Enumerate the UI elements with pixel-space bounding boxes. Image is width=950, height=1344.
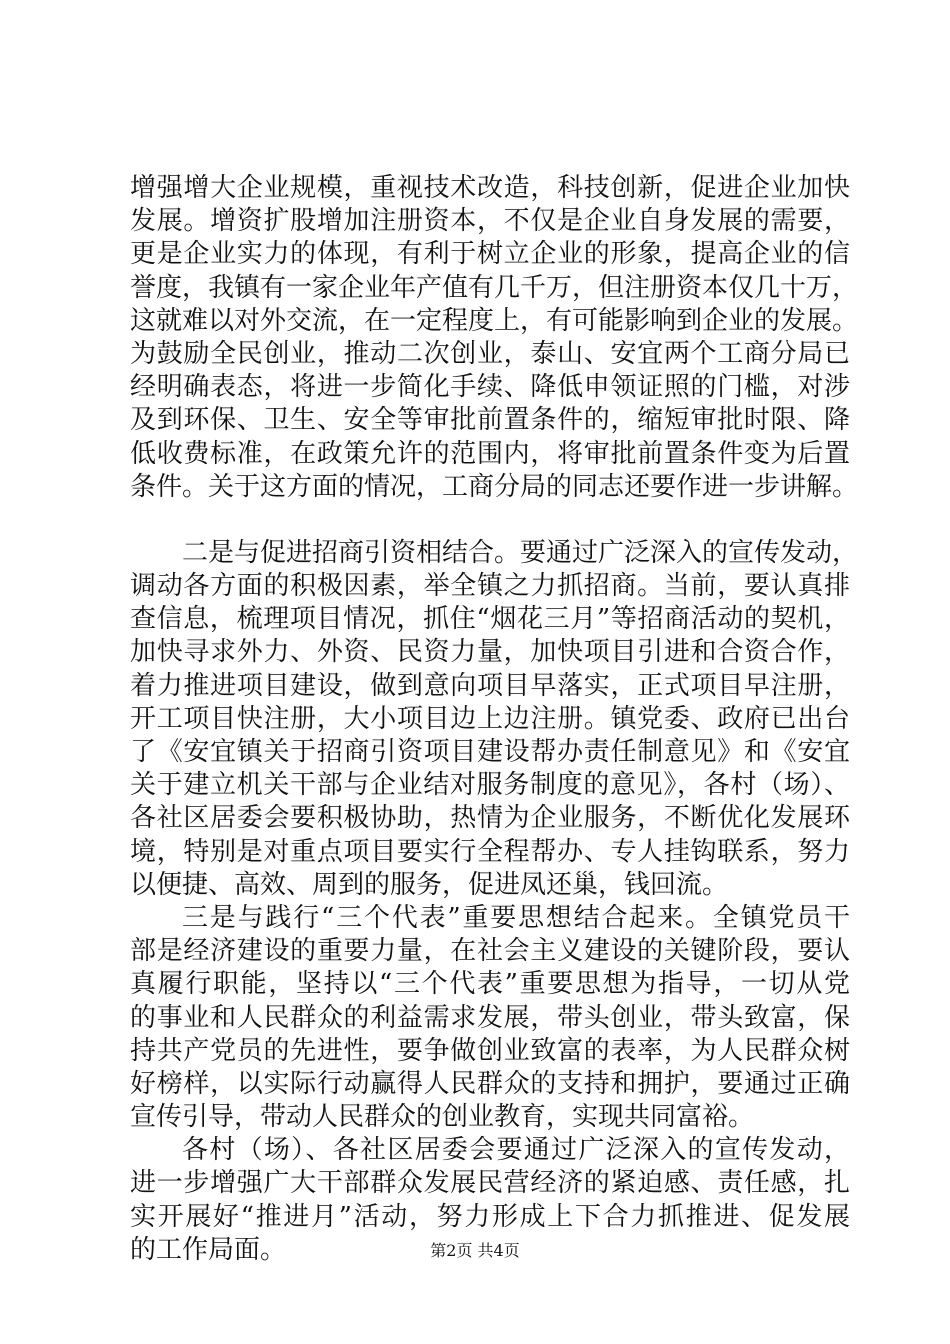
paragraph	[130, 902, 850, 1134]
text-line: 这就难以对外交流，在一定程度上，有可能影响到企业的发展。	[130, 305, 859, 336]
text-line: 好榜样，以实际行动赢得人民群众的支持和拥护，要通过正确	[130, 1068, 850, 1099]
text-line: 经明确表态，将进一步简化手续、降低申领证照的门槛，对涉	[130, 372, 850, 403]
text-line: 关于建立机关干部与企业结对服务制度的意见》，各村（场）、	[130, 770, 850, 801]
paragraph	[130, 172, 859, 504]
text-line: 宣传引导，带动人民群众的创业教育，实现共同富裕。	[130, 1102, 755, 1133]
text-line: 加快寻求外力、外资、民资力量，加快项目引进和合资合作，	[130, 637, 850, 668]
text-line: 着力推进项目建设，做到意向项目早落实，正式项目早注册，	[130, 670, 850, 701]
paragraph	[130, 537, 859, 902]
text-line: 低收费标准，在政策允许的范围内，将审批前置条件变为后置	[130, 438, 850, 469]
text-line: 部是经济建设的重要力量，在社会主义建设的关键阶段，要认	[130, 936, 850, 967]
text-line: 各社区居委会要积极协助，热情为企业服务，不断优化发展环	[130, 803, 850, 834]
text-line: 条件。关于这方面的情况，工商分局的同志还要作进一步讲解。	[130, 471, 859, 502]
text-line: 更是企业实力的体现，有利于树立企业的形象，提高企业的信	[130, 239, 850, 270]
text-line: 及到环保、卫生、安全等审批前置条件的，缩短审批时限、降	[130, 405, 850, 436]
body-text	[130, 172, 859, 1267]
text-line: 增强增大企业规模，重视技术改造，科技创新，促进企业加快	[130, 173, 850, 203]
text-line: 境，特别是对重点项目要实行全程帮办、专人挂钩联系，努力	[130, 836, 850, 867]
text-line: 誉度，我镇有一家企业年产值有几千万，但注册资本仅几十万，	[130, 272, 859, 303]
text-line: 三是与践行“三个代表”重要思想结合起来。全镇党员干	[182, 902, 850, 933]
text-line: 为鼓励全民创业，推动二次创业，泰山、安宜两个工商分局已	[130, 338, 850, 369]
text-line: 发展。增资扩股增加注册资本，不仅是企业自身发展的需要，	[130, 206, 850, 237]
text-line: 各村（场）、各社区居委会要通过广泛深入的宣传发动，	[182, 1135, 850, 1166]
text-line: 持共产党员的先进性，要争做创业致富的表率，为人民群众树	[130, 1035, 850, 1066]
text-line: 的事业和人民群众的利益需求发展，带头创业，带头致富，保	[130, 1002, 850, 1033]
text-line: 进一步增强广大干部群众发展民营经济的紧迫感、责任感，扎	[130, 1168, 850, 1199]
text-line: 查信息，梳理项目情况，抓住“烟花三月”等招商活动的契机，	[130, 604, 850, 635]
text-line: 二是与促进招商引资相结合。要通过广泛深入的宣传发动，	[182, 537, 859, 568]
text-line: 的工作局面。	[130, 1234, 287, 1265]
text-line: 真履行职能，坚持以“三个代表”重要思想为指导，一切从党	[130, 969, 850, 1000]
text-line: 实开展好“推进月”活动，努力形成上下合力抓推进、促发展	[130, 1201, 850, 1232]
text-line: 以便捷、高效、周到的服务，促进凤还巢，钱回流。	[130, 869, 729, 900]
page-footer: 第2页 共4页	[430, 1241, 520, 1260]
text-line: 开工项目快注册，大小项目边上边注册。镇党委、政府已出台	[130, 703, 850, 734]
text-line: 了《安宜镇关于招商引资项目建设帮办责任制意见》和《安宜	[130, 737, 850, 767]
paragraph-gap	[130, 504, 850, 537]
text-line: 调动各方面的积极因素，举全镇之力抓招商。当前，要认真排	[130, 571, 850, 602]
